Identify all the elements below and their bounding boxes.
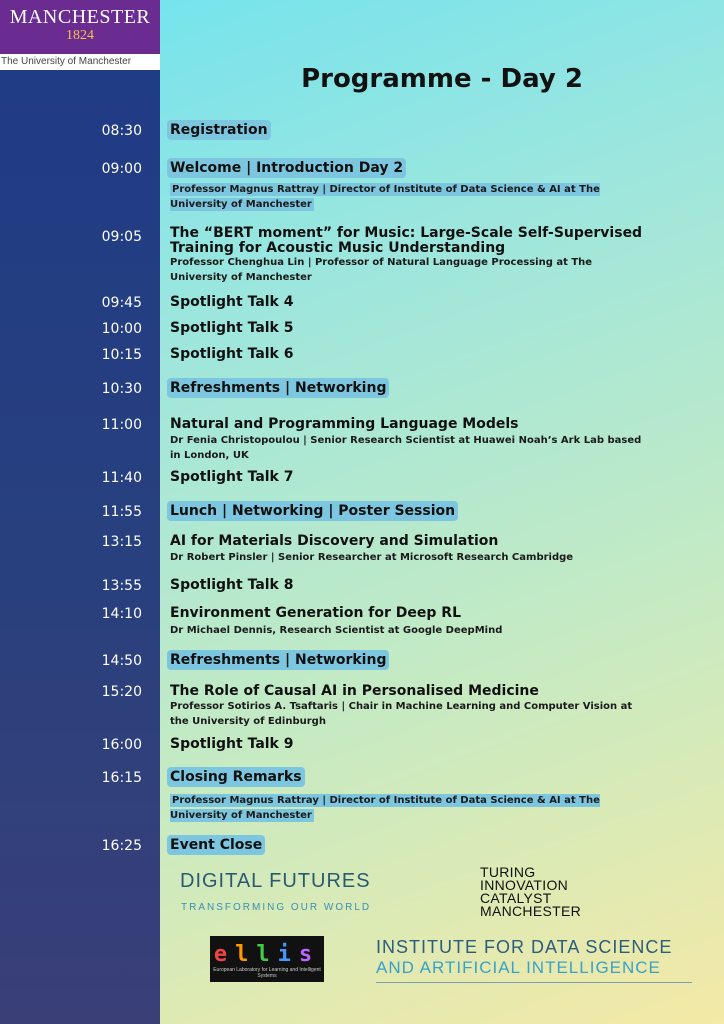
item-time: 14:50 [101,653,142,669]
ids-logo-line1: INSTITUTE FOR DATA SCIENCE [376,937,673,957]
item-speaker: Dr Robert Pinsler | Senior Researcher at Microsoft Research Cambridge [170,552,574,563]
item-title: Spotlight Talk 8 [170,577,294,593]
item-speaker: Professor Magnus Rattray | Director of Institute of Data Science & AI at The University of Manchester [170,184,600,210]
item-time: 10:00 [101,321,142,337]
item-time: 16:25 [101,838,142,854]
item-title: Environment Generation for Deep RL [170,605,462,621]
item-time: 08:30 [101,123,142,139]
item-title: AI for Materials Discovery and Simulation [170,533,499,549]
item-time: 10:30 [101,381,142,397]
item-title: Welcome | Introduction Day 2 [167,158,406,178]
item-speaker: Dr Michael Dennis, Research Scientist at Google DeepMind [170,625,503,636]
item-title: Spotlight Talk 5 [170,320,294,336]
ellis-tagline: European Laboratory for Learning and Intelligent Systems [213,967,321,979]
digital-futures-logo: DIGITAL FUTURES [180,870,371,892]
item-time: 14:10 [101,606,142,622]
item-time: 11:00 [101,417,142,433]
item-time: 13:15 [101,534,142,550]
item-title: Closing Remarks [167,767,305,787]
item-title: Refreshments | Networking [167,378,389,398]
item-title: The Role of Causal AI in Personalised Medicine [170,683,539,699]
ids-underline [376,982,692,983]
page-title: Programme - Day 2 [301,64,583,94]
item-speaker: Professor Sotirios A. Tsaftaris | Chair in Machine Learning and Computer Vision at the University of Edinburgh [170,701,633,727]
item-time: 16:00 [101,737,142,753]
item-time: 13:55 [101,578,142,594]
item-time: 11:55 [101,504,142,520]
item-title: Event Close [167,835,265,855]
item-title: The “BERT moment” for Music: Large-Scale Self-Supervised Training for Acoustic Music Understanding [170,225,643,256]
item-title: Lunch | Networking | Poster Session [167,501,458,521]
item-speaker: Dr Fenia Christopoulou | Senior Research Scientist at Huawei Noah’s Ark Lab based in London, UK [170,435,642,461]
ids-logo-line2: AND ARTIFICIAL INTELLIGENCE [376,958,661,977]
item-title: Refreshments | Networking [167,650,389,670]
ellis-logo: ellis European Laboratory for Learning and Intelligent Systems [210,936,324,982]
digital-futures-tagline: TRANSFORMING OUR WORLD [181,902,372,913]
item-title: Registration [167,120,271,140]
item-title: Natural and Programming Language Models [170,416,519,432]
item-title: Spotlight Talk 7 [170,469,294,485]
item-time: 09:00 [101,161,142,177]
university-logo [0,0,160,54]
item-title: Spotlight Talk 6 [170,346,294,362]
turing-innovation-catalyst-logo: TURING INNOVATION CATALYST MANCHESTER [480,864,582,919]
item-time: 09:05 [101,229,142,245]
logo-wordmark: MANCHESTER [9,6,151,28]
item-time: 15:20 [101,684,142,700]
item-time: 10:15 [101,347,142,363]
item-speaker: Professor Magnus Rattray | Director of Institute of Data Science & AI at The University of Manchester [170,795,600,821]
item-time: 11:40 [101,470,142,486]
logo-year: 1824 [66,28,94,43]
item-time: 16:15 [101,770,142,786]
item-title: Spotlight Talk 9 [170,736,294,752]
item-speaker: Professor Chenghua Lin | Professor of Natural Language Processing at The University of Manchester [170,257,593,283]
item-title: Spotlight Talk 4 [170,294,294,310]
item-time: 09:45 [101,295,142,311]
logo-subtitle: The University of Manchester [0,54,160,70]
